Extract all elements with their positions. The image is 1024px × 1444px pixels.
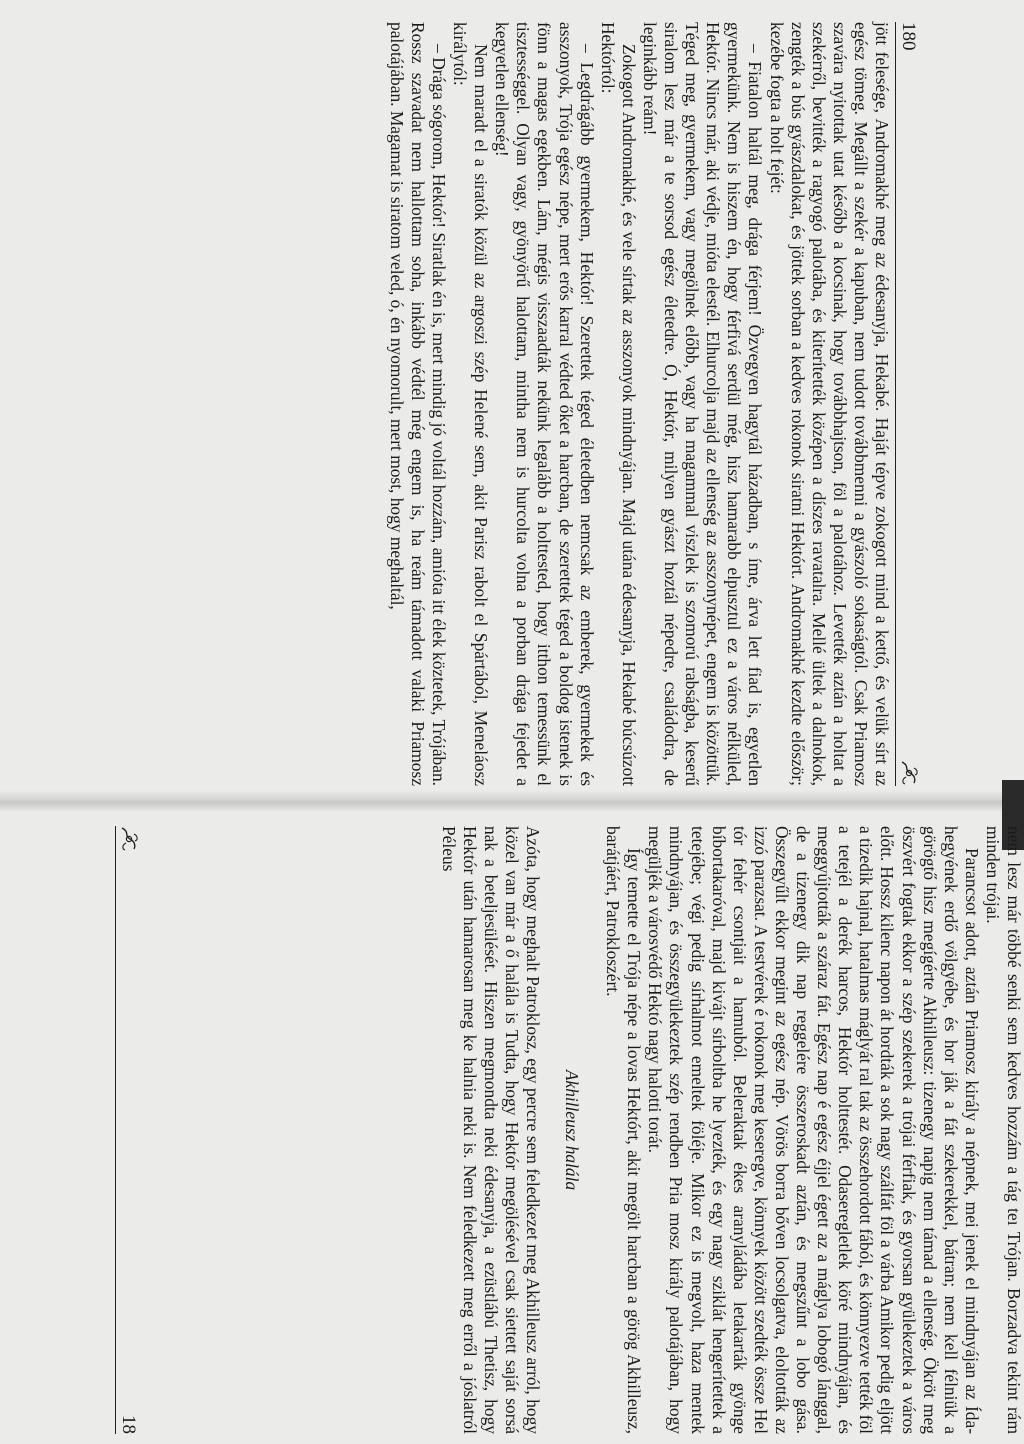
paragraph: nem lesz már többé senki sem kedves hozzám a tág teı Trójan. Borzadva tekint rám minden trójai. bbox=[982, 826, 1024, 1434]
paragraph: Zokogott Andromakhé, és vele sírtak az asszonyok mindnyájan. Majd utána édesanyja, Hekabé búcsúzott Hektórtól: bbox=[597, 22, 639, 786]
paragraph: – Fiatalon haltál meg, drága férjem! Özvegyen hagytál házadban, s íme, árva lett fiad is, egyetlen gyermekünk. Nem is hiszem én, hogy férfivá serdül még, hisz hamarabb elpusztul ez a város nélküled, Hektór. Nincs már, aki védje, mióta elestél. Elhurcolja majd az ellenség az asszonynépet, engem is közöttük. Téged meg, gyermekem, vagy megölnek előbb, vagy ha magammal viszlek is szomorú rabságba, keserű siralom lesz már a te sorsod egész életedre. Ó, Hektór, milyen gyászt hoztál népedre, családodra, de leginkább reám! bbox=[639, 22, 766, 786]
paragraph: Parancsot adott, aztán Priamosz király a népnek, mei jenek el mindnyájan az Ída-hegyének erdő völgyébe, és hor ják a fát szekerekkel, bátran; nem kell félniük a görögtő hisz megígérte Akhilleusz: tizenegy napig nem támad a ellenség. Ökröt meg öszvért fogtak ekkor a szép szekerek a trójai férfiak, és gyorsan gyülekeztek a város előtt. Hossz kilenc napon át hordták a sok nagy szálfát föl a várba Amikor pedig eljött a tizedik hajnal, hatalmas máglyát ral tak az összehordott fából, és könnyezve tették föl a tetejél a derék harcos, Hektór holttestét. Odaseregletlek köré mindnyájan, és meggyújtották a száraz fát. Egész nap é egész éjjel égett az a máglya lobogó lánggal, de a tizenegy dik nap reggelére összeroskadt aztán, és megszűnt a lobo gása. Összegyűlt ekkor megint az egész nép. Vörös borra bőven locsolgatva, eloltották az izzó parazsat. A testvérek é rokonok meg keseregve, könnyek között szedték össze Hel tór fehér csontjait a hamuból. Beleraktak ékes aranyládába letakarták gyönge bíbortakaróval, majd kivájt sírboltba he lyezték, és egy nagy sziklát hengerítettek a tetejébe; végi pedig sírhalmot emeltek föléje. Mikor ez is megvolt, haza mentek mindnyájan, és összegyülekeztek szép rendben Pria mosz király palotájában, hogy megüljék a városvédő Hektó nagy halotti torát. bbox=[645, 826, 982, 1434]
paragraph: – Legdrágább gyermekem, Hektór! Szerettek téged életedben nemcsak az emberek, gyermekek és asszonyok, Trója egész népe, mert erős karral védted őket a harcban, de szerettek téged a boldog istenek is fönn a magas egekben. Lám, mégis visszaadták nekünk legalább a holttested, hogy itthon temessünk el tisztességgel. Olyan vagy, gyönyörű halottam, mintha nem is hurcolta volna a porban drága fejedet a kegyetlen ellenség! bbox=[492, 22, 597, 786]
right-page-content bbox=[0, 812, 1024, 1444]
left-page-body bbox=[0, 22, 892, 786]
page-number: 180 bbox=[898, 22, 919, 51]
paragraph: – Drága sógorom, Hektór! Siratlak én is, mert mindig jó voltál hozzám, amióta itt élek köztetek, Trójában. Rossz szavadat nem hallottam soha, inkább védtél még engem is, ha reám támadott valaki Priamosz palotájában. Magamat is siratom veled, ó, én nyomorult, mert most, hogy meghaltál, bbox=[386, 22, 450, 786]
right-page-header bbox=[115, 826, 142, 1434]
right-page-body bbox=[158, 826, 1024, 1434]
paragraph: jött felesége, Andromakhé meg az édesanyja, Hekabé. Haját tépve zokogott mind a kettő, és velük sírt az egész tömeg. Megállt a szekér a kapuban, nem tudott továbbmenni a gyászoló sokaságtól. Csak Priamosz szavára nyitottak utat később a kocsinak, hogy továbbhajtson, föl a palotához. Levették aztán a holtat a szekérről, bevitték a ragyogó palotába, és kiterítették középen a díszes ravatalra. Mellé ültek a dalnokok, zengték a bús gyászdalokat, és jöttek sorban a kedves rokonok siratni Hektórt. Andromakhé kezdte először; kezébe fogta a holt fejét: bbox=[766, 22, 892, 786]
section-title: Akhilleusz halála bbox=[562, 1069, 583, 1191]
book-gutter bbox=[0, 790, 1024, 812]
right-page bbox=[0, 812, 1024, 1444]
paragraph: Azóta, hogy meghalt Patroklosz, egy percre sem feledkezet meg Akhilleusz arról, hogy közel van már a ő halála is Tudta, hogy Hektór megölésével csak siettett saját sorsá nak a beteljesülését. Hiszen megmondta neki édesanyja, a ezüstlábú Thetisz, hogy Hektór után hamarosan meg ke halnia neki is. Nem feledkezett meg erről a jóslatról Péleus bbox=[438, 826, 544, 1434]
page-number: 18 bbox=[118, 1415, 139, 1434]
flourish-icon bbox=[898, 760, 920, 786]
paragraph: Így temette el Trója népe a lovas Hektórt, akit megölt harcban a görög Akhilleusz, barátjáért, Patrokloszért. bbox=[603, 826, 645, 1434]
paragraph: Nem maradt el a siratók közül az argoszi szép Helené sem, akit Parisz rabolt el Spártából, Meneláosz királytól: bbox=[450, 22, 492, 786]
flourish-icon bbox=[118, 826, 140, 852]
left-page-header bbox=[895, 22, 922, 786]
